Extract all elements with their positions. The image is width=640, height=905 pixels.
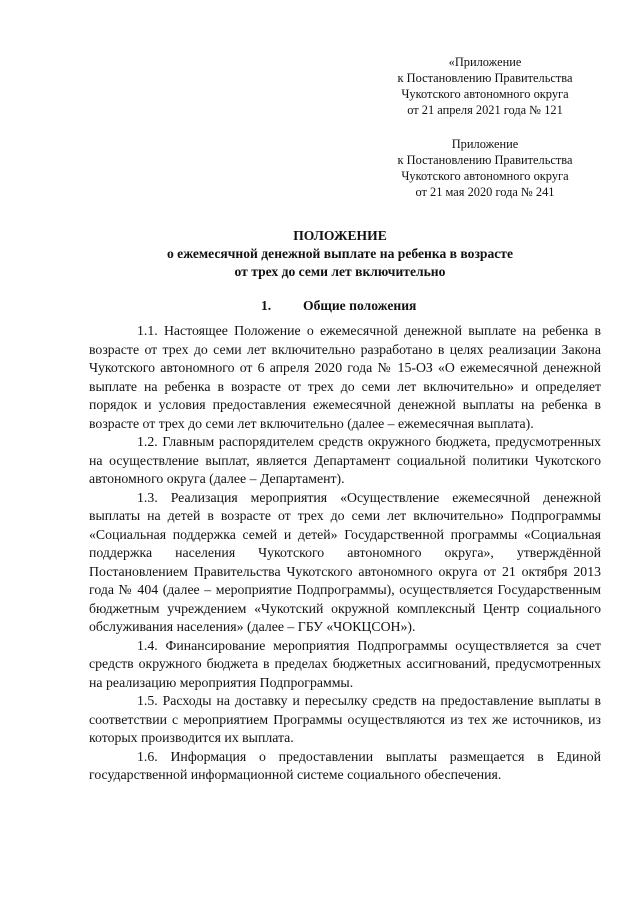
title-subtitle-line: о ежемесячной денежной выплате на ребенка в возрасте (166, 246, 514, 261)
appendix-current-block (380, 54, 590, 118)
paragraph-1-5: 1.5. Расходы на доставку и пересылку средств на предоставление выплаты в соответствии с мероприятием Программы осуществляются из тех же источников, из которых производится их выплата. (89, 693, 601, 745)
document-body (89, 322, 601, 785)
appendix-previous-line: к Постановлению Правительства (397, 153, 573, 167)
appendix-previous-line: Чукотского автономного округа (401, 169, 569, 183)
paragraph-1-4: 1.4. Финансирование мероприятия Подпрограммы осуществляется за счет средств окружного бюджета в пределах бюджетных ассигнований, предусмотренных на реализацию мероприятия Подпрограммы. (89, 637, 601, 690)
title-subtitle-line: от трех до семи лет включительно (234, 264, 446, 279)
section-number: 1. (261, 298, 272, 313)
appendix-previous-line: от 21 мая 2020 года № 241 (415, 185, 555, 199)
paragraph-1-3: 1.3. Реализация мероприятия «Осуществление ежемесячной денежной выплаты на детей в возрасте от трех до семи лет включительно» Подпрограммы «Социальная поддержка семей и детей» Государственной программы «Социальная поддержка населения Чукотского автономного округа», утверждённой Постановлением Правительства Чукотского автономного округа от 21 октября 2013 года № 404 (далее – мероприятие Подпрограммы), осуществляется Государственным бюджетным учреждением «Чукотский окружной комплексный Центр социального обслуживания населения» (далее – ГБУ «ЧОКЦСОН»). (89, 489, 601, 634)
appendix-current-line: от 21 апреля 2021 года № 121 (407, 103, 563, 117)
title-heading: ПОЛОЖЕНИЕ (293, 228, 387, 243)
appendix-current-line: «Приложение (448, 55, 522, 69)
document-title (60, 227, 620, 281)
paragraph-1-2: 1.2. Главным распорядителем средств окружного бюджета, предусмотренных на осуществление выплат, является Департамент социальной политики Чукотского автономного округа (далее – Департамент). (89, 434, 601, 486)
appendix-previous-block (380, 136, 590, 200)
appendix-current-line: Чукотского автономного округа (401, 87, 569, 101)
section-title: Общие положения (303, 298, 417, 313)
appendix-current-line: к Постановлению Правительства (397, 71, 573, 85)
paragraph-1-1: 1.1. Настоящее Положение о ежемесячной денежной выплате на ребенка в возрасте от трех до семи лет включительно разработано в целях реализации Закона Чукотского автономного от 6 апреля 2020 года № 15-ОЗ «О ежемесячной денежной выплате на ребенка в возрасте от трех до семи лет включительно» и определяет порядок и условия предоставления ежемесячной денежной выплаты на ребенка в возрасте от трех до семи лет включительно (далее – ежемесячная выплата). (89, 323, 601, 431)
paragraph-1-6: 1.6. Информация о предоставлении выплаты размещается в Единой государственной информационной системе социального обеспечения. (89, 748, 601, 782)
appendix-previous-line: Приложение (451, 137, 519, 151)
